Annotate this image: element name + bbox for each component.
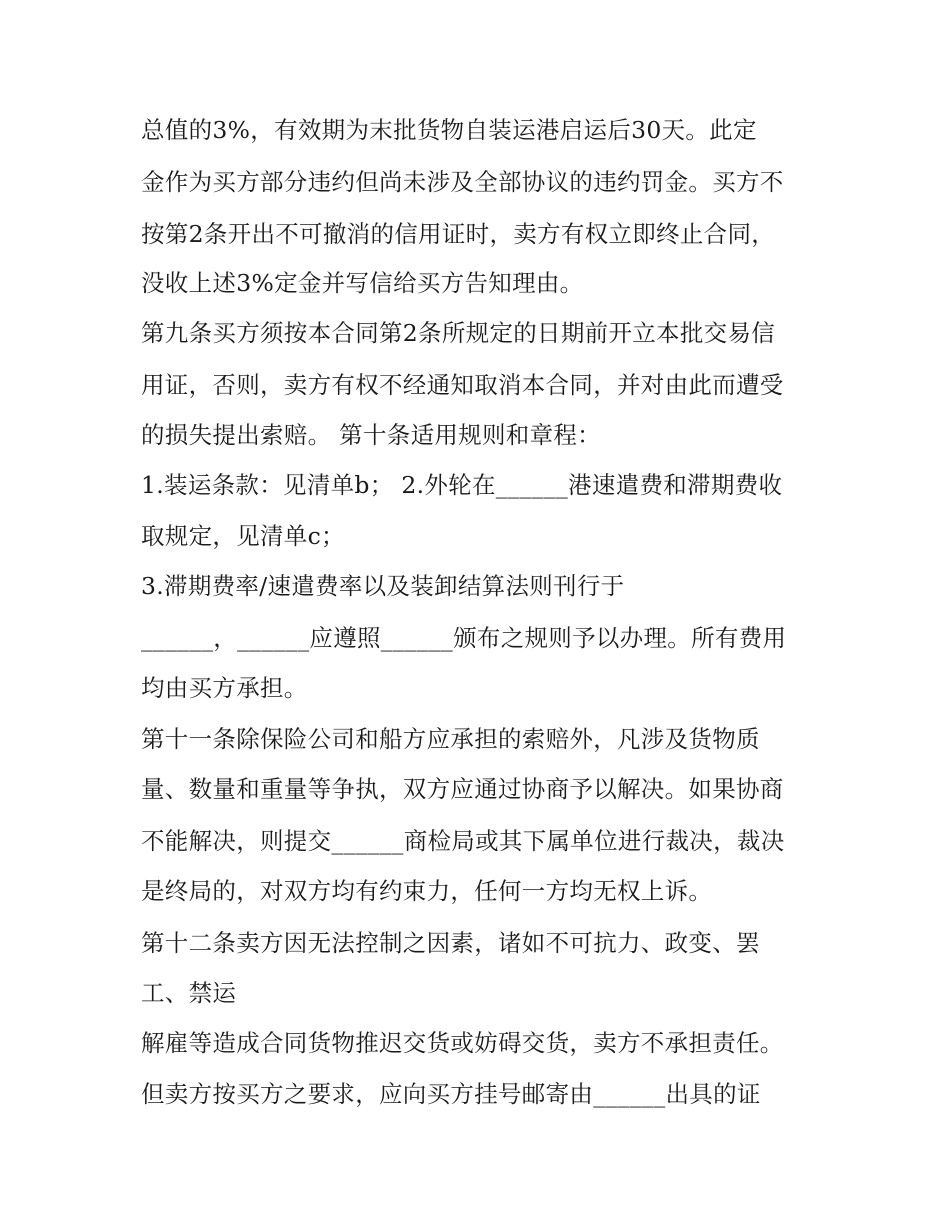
text-line: 按第2条开出不可撤消的信用证时，卖方有权立即终止合同， bbox=[141, 220, 776, 248]
text-line: 1.装运条款：见清单b； 2.外轮在______港速遣费和滞期费收 bbox=[141, 471, 783, 499]
text-line: 均由买方承担。 bbox=[141, 674, 308, 702]
text-line: 第十一条除保险公司和船方应承担的索赔外，凡涉及货物质 bbox=[141, 725, 760, 753]
text-line: 金作为买方部分违约但尚未涉及全部协议的违约罚金。买方不 bbox=[141, 168, 784, 196]
text-line: 但卖方按买方之要求，应向买方挂号邮寄由______出具的证 bbox=[141, 1080, 761, 1108]
text-line: 用证，否则，卖方有权不经通知取消本合同，并对由此而遭受 bbox=[141, 371, 784, 399]
text-line: 3.滞期费率/速遣费率以及装卸结算法则刊行于 bbox=[141, 572, 625, 600]
text-line: 第十二条卖方因无法控制之因素，诸如不可抗力、政变、罢 bbox=[141, 929, 760, 957]
text-line: 第九条买方须按本合同第2条所规定的日期前开立本批交易信 bbox=[141, 319, 776, 347]
text-line: 总值的3%，有效期为末批货物自装运港启运后30天。此定 bbox=[141, 116, 757, 144]
text-line: 解雇等造成合同货物推迟交货或妨碍交货，卖方不承担责任。 bbox=[141, 1029, 784, 1057]
text-line: 工、禁运 bbox=[141, 979, 237, 1007]
text-line: 取规定，见清单c； bbox=[141, 522, 345, 550]
text-line: ______，______应遵照______颁布之规则予以办理。所有费用 bbox=[141, 624, 787, 652]
text-line: 没收上述3%定金并写信给买方告知理由。 bbox=[141, 269, 584, 297]
text-line: 不能解决，则提交______商检局或其下属单位进行裁决，裁决 bbox=[141, 827, 785, 855]
text-line: 量、数量和重量等争执，双方应通过协商予以解决。如果协商 bbox=[141, 775, 784, 803]
text-line: 的损失提出索赔。 第十条适用规则和章程： bbox=[141, 421, 601, 449]
text-line: 是终局的，对双方均有约束力，任何一方均无权上诉。 bbox=[141, 877, 713, 905]
